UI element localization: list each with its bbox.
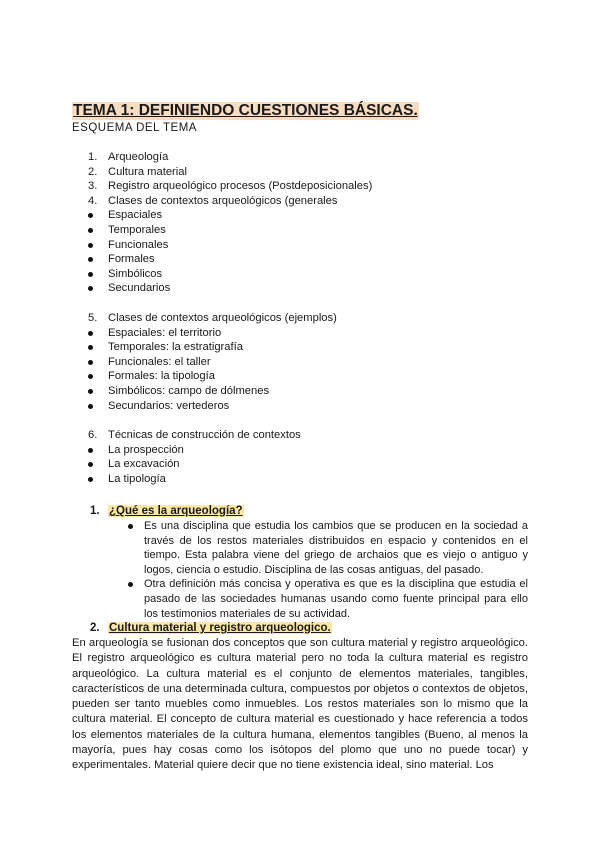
bullet-dot <box>88 448 93 453</box>
bullet-dot <box>88 345 93 350</box>
bullet-dot <box>88 243 93 248</box>
bullet-icon <box>88 369 102 384</box>
list-item <box>88 194 372 209</box>
list-number: 2. <box>88 165 98 178</box>
list-item-text: Formales: la tipología <box>108 370 215 383</box>
list-item <box>88 457 301 472</box>
bullet-icon <box>88 267 102 282</box>
list-item-text: La tipología <box>108 472 166 485</box>
list-number: 1. <box>88 151 98 163</box>
list-item <box>88 179 372 194</box>
list-item-text: Técnicas de construcción de contextos <box>108 429 301 441</box>
list-item-text: Espaciales <box>108 209 163 222</box>
list-item-text: Funcionales <box>108 238 169 251</box>
bullet-dot <box>88 477 93 482</box>
list-item <box>128 519 528 577</box>
list-item <box>128 577 528 621</box>
bullet-icon <box>88 281 102 296</box>
list-item <box>88 165 372 180</box>
section-heading-arqueologia <box>90 504 244 519</box>
bullet-text: Es una disciplina que estudia los cambios que se producen en la sociedad a través de los restos materiales distribuidos en espacio y contenidos en el tiempo. Esta palabra viene del griego de archaios que es viejo o antiguo y logos, ciencia o estudio. Disciplina de las cosas antiguas, del pasado. <box>144 520 528 576</box>
bullet-dot <box>88 360 93 365</box>
list-item-text: Formales <box>108 253 155 266</box>
bullet-dot <box>88 374 93 379</box>
list-item-text: Espaciales: el territorio <box>108 326 222 339</box>
list-item <box>88 384 337 399</box>
section-heading-text: ¿Qué es la arqueología? <box>109 505 243 517</box>
list-item <box>88 150 372 165</box>
list-number: 3. <box>88 180 98 193</box>
list-item-text: Temporales: la estratigrafía <box>108 341 243 354</box>
bullet-icon <box>88 355 102 370</box>
list-item <box>88 267 372 282</box>
list-item <box>88 281 372 296</box>
list-item <box>88 340 337 355</box>
bullet-dot <box>88 462 93 467</box>
bullet-icon <box>88 238 102 253</box>
bullet-icon <box>88 399 102 414</box>
document-subtitle: ESQUEMA DEL TEMA <box>72 122 197 134</box>
outline-list-techniques <box>88 428 301 486</box>
list-item-text: Clases de contextos arqueológicos (ejemplos) <box>108 312 337 324</box>
list-item <box>88 428 301 443</box>
outline-list-topics <box>88 150 372 296</box>
list-item-text: Simbólicos: campo de dólmenes <box>108 384 270 397</box>
outline-list-examples <box>88 311 337 413</box>
list-item <box>88 223 372 238</box>
list-item <box>88 472 301 487</box>
bullet-dot <box>88 286 93 291</box>
list-number: 5. <box>88 312 98 324</box>
bullet-icon <box>88 457 102 472</box>
bullet-icon <box>88 443 102 458</box>
list-item-text: Simbólicos <box>108 267 163 280</box>
list-item-text: Secundarios <box>108 282 171 295</box>
bullet-text: Otra definición más concisa y operativa es que es la disciplina que estudia el pasado de las sociedades humanas usando como fuente principal para ello los testimonios materiales de su actividad. <box>144 578 528 620</box>
list-item-text: Secundarios: vertederos <box>108 399 230 412</box>
section-bullet-list <box>128 519 528 621</box>
list-item <box>88 355 337 370</box>
list-item <box>88 311 337 326</box>
list-item <box>88 238 372 253</box>
list-item <box>88 369 337 384</box>
bullet-dot <box>88 257 93 262</box>
section-heading-text: Cultura material y registro arqueologico. <box>109 622 331 634</box>
list-item <box>88 326 337 341</box>
list-item-text: Cultura material <box>108 165 187 178</box>
list-item-text: Clases de contextos arqueológicos (generales <box>108 194 338 207</box>
list-item <box>88 252 372 267</box>
bullet-dot <box>88 389 93 394</box>
list-item-text: Arqueología <box>108 151 169 163</box>
bullet-icon <box>88 252 102 267</box>
bullet-icon <box>88 223 102 238</box>
list-number: 6. <box>88 429 98 441</box>
bullet-dot <box>88 404 93 409</box>
list-item-text: Temporales <box>108 223 166 236</box>
bullet-icon <box>88 326 102 341</box>
list-item-text: Registro arqueológico procesos (Postdeposicionales) <box>108 180 373 193</box>
list-item-text: Funcionales: el taller <box>108 355 211 368</box>
bullet-icon <box>88 340 102 355</box>
list-item-text: La prospección <box>108 443 184 456</box>
list-item <box>88 399 337 414</box>
body-paragraph: En arqueología se fusionan dos conceptos que son cultura material y registro arqueológico. El registro arqueológico es cultura material pero no toda la cultura material es registro arqueológico. La cultura material es el conjunto de elementos materiales, tangibles, característicos de una determinada cultura, compuestos por objetos o contextos de objetos, pueden ser tanto muebles como inmuebles. Los restos materiales son lo mismo que la cultura material. El concepto de cultura material es cuestionado y hace referencia a todos los elementos materiales de la cultura humana, elementos tangibles (Bueno, al menos la mayoría, pues hay cosas como los isótopos del plomo que uno no puede tocar) y experimentales. Material quiere decir que no tiene existencia ideal, sino material. Los <box>72 637 528 772</box>
list-item <box>88 443 301 458</box>
bullet-dot <box>88 213 93 218</box>
bullet-icon <box>88 384 102 399</box>
bullet-icon <box>88 472 102 487</box>
bullet-dot <box>88 228 93 233</box>
bullet-dot <box>88 331 93 336</box>
bullet-dot <box>88 272 93 277</box>
bullet-icon <box>128 524 133 529</box>
list-item-text: La excavación <box>108 458 180 471</box>
list-number: 4. <box>88 194 98 207</box>
list-item <box>88 208 372 223</box>
section-number: 1. <box>90 505 100 517</box>
bullet-icon <box>128 582 133 587</box>
section-heading-cultura-material <box>90 621 332 636</box>
section-number: 2. <box>90 622 100 634</box>
bullet-icon <box>88 208 102 223</box>
document-title: TEMA 1: DEFINIENDO CUESTIONES BÁSICAS. <box>73 102 418 119</box>
